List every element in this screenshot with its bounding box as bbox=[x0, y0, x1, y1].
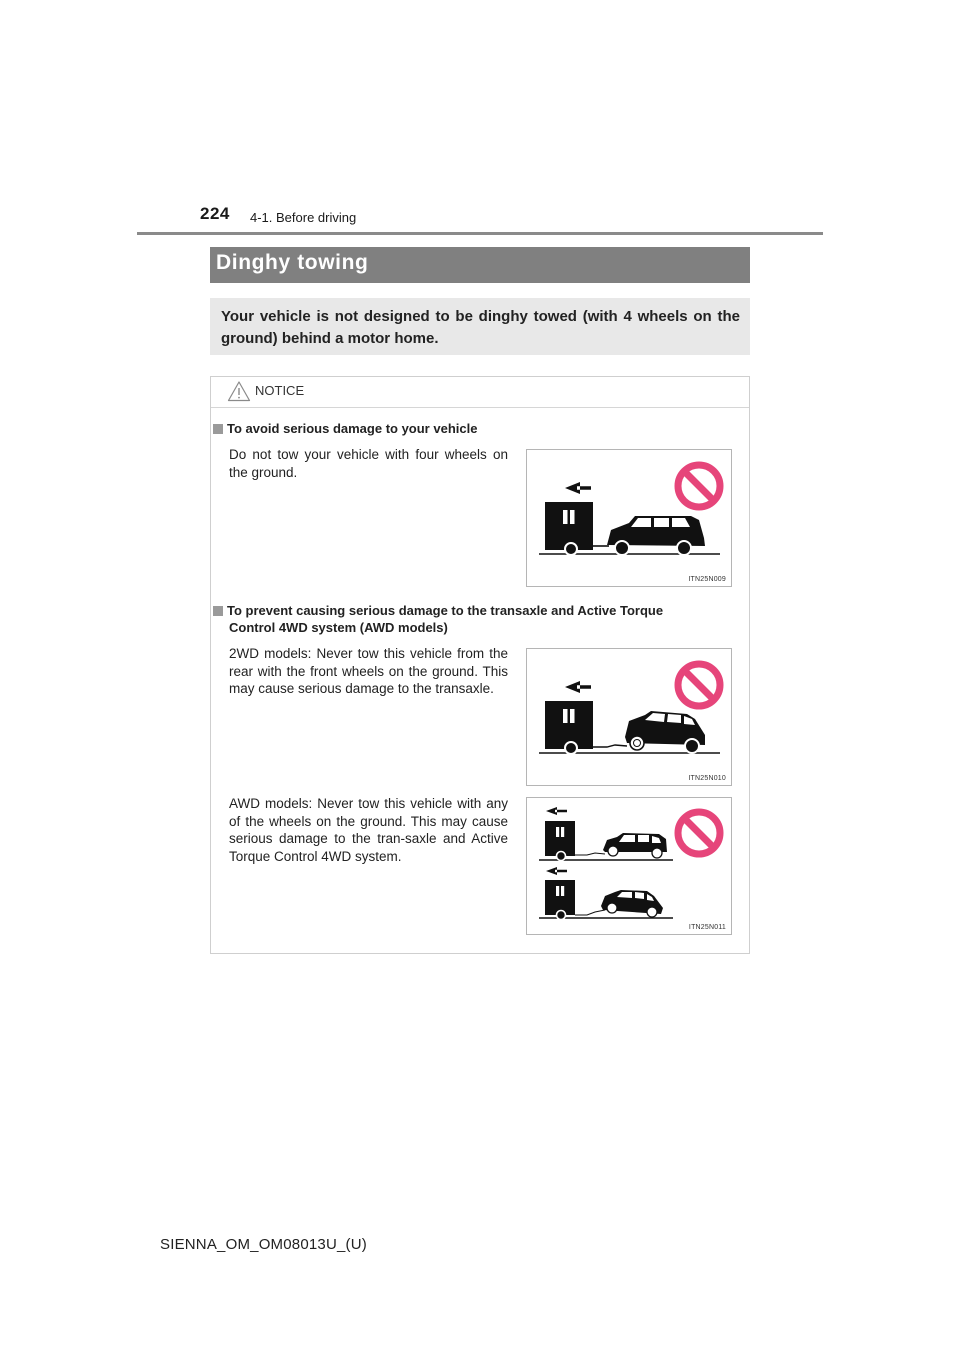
bullet-square-icon bbox=[213, 606, 223, 616]
notice-header bbox=[211, 377, 749, 408]
warning-icon bbox=[227, 380, 251, 402]
bullet-heading-text: To prevent causing serious damage to the transaxle and Active Torque bbox=[227, 603, 664, 618]
figure-id: ITN25N010 bbox=[688, 775, 726, 782]
section-label: 4-1. Before driving bbox=[250, 210, 357, 225]
bullet-heading-1 bbox=[213, 420, 477, 437]
bullet-heading-text-line2: Control 4WD system (AWD models) bbox=[229, 620, 448, 635]
notice-text-2: 2WD models: Never tow this vehicle from the rear with the front wheels on the ground. This may cause serious damage to the transaxle. bbox=[229, 646, 508, 696]
notice-text-3: AWD models: Never tow this vehicle with any of the wheels on the ground. This may cause serious damage to the tran-saxle and Active Torque Control 4WD system. bbox=[229, 796, 508, 864]
notice-text-1: Do not tow your vehicle with four wheels on the ground. bbox=[229, 447, 508, 480]
notice-box bbox=[210, 376, 750, 954]
page-title: Dinghy towing bbox=[210, 247, 750, 283]
intro-box: Your vehicle is not designed to be dinghy towed (with 4 wheels on the ground) behind a motor home. bbox=[210, 298, 750, 355]
header-rule bbox=[137, 232, 823, 235]
bullet-heading-text: To avoid serious damage to your vehicle bbox=[227, 421, 478, 436]
footer-doc-id: SIENNA_OM_OM08013U_(U) bbox=[160, 1236, 367, 1253]
figure-1 bbox=[526, 449, 732, 587]
figure-id: ITN25N009 bbox=[688, 576, 726, 583]
page-number: 224 bbox=[200, 204, 230, 223]
bullet-heading-2 bbox=[213, 602, 663, 636]
figure-id: ITN25N011 bbox=[688, 924, 726, 931]
figure-3 bbox=[526, 797, 732, 935]
bullet-square-icon bbox=[213, 424, 223, 434]
notice-label: NOTICE bbox=[255, 383, 305, 398]
figure-2 bbox=[526, 648, 732, 786]
